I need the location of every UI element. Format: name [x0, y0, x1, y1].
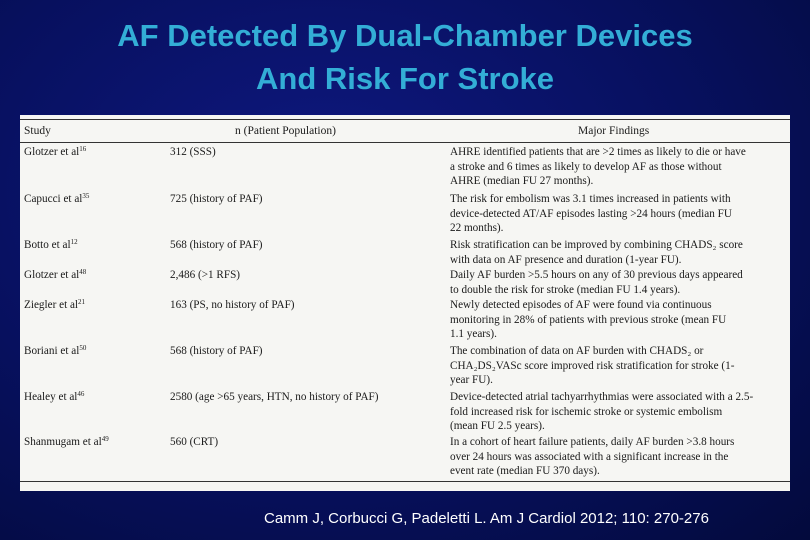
findings-line: Daily AF burden >5.5 hours on any of 30 previous days appeared [450, 269, 743, 281]
reference-number: 12 [70, 238, 78, 246]
title-line-1: AF Detected By Dual-Chamber Devices [117, 18, 693, 53]
findings-line: (mean FU 2.5 years). [450, 420, 545, 433]
study-cell [24, 268, 86, 283]
study-cell [24, 435, 109, 450]
findings-line: Newly detected episodes of AF were found via continuous [450, 299, 712, 311]
findings-line: Risk stratification can be improved by combining CHADS₂ score [450, 239, 743, 251]
population-cell: 312 (SSS) [170, 146, 216, 158]
citation: Camm J, Corbucci G, Padeletti L. Am J Cardiol 2012; 110: 270-276 [264, 510, 709, 527]
study-cell [24, 390, 84, 405]
study-cell [24, 238, 78, 253]
population-cell: 560 (CRT) [170, 436, 219, 448]
reference-number: 46 [77, 390, 85, 398]
study-name: Glotzer et al [24, 146, 80, 158]
findings-cell [450, 192, 788, 236]
findings-line: 1.1 years). [450, 328, 497, 341]
population-cell: 2,486 (>1 RFS) [170, 269, 241, 281]
header-study: Study [24, 125, 51, 137]
population-cell: 2580 (age >65 years, HTN, no history of PAF) [170, 391, 379, 403]
findings-line: monitoring in 28% of patients with previous stroke (mean FU [450, 313, 727, 326]
reference-number: 16 [79, 145, 87, 153]
findings-line: device-detected AT/AF episodes lasting >24 hours (median FU [450, 207, 732, 220]
study-cell [24, 192, 89, 207]
findings-cell [450, 435, 788, 479]
findings-line: AHRE (median FU 27 months). [450, 175, 594, 188]
findings-cell [450, 145, 788, 189]
findings-line: over 24 hours was associated with a significant increase in the [450, 450, 729, 463]
reference-number: 35 [82, 192, 90, 200]
population-cell: 163 (PS, no history of PAF) [170, 299, 295, 311]
findings-line: event rate (median FU 370 days). [450, 465, 600, 478]
slide-title [0, 14, 810, 100]
findings-line: In a cohort of heart failure patients, daily AF burden >3.8 hours [450, 436, 735, 448]
findings-line: a stroke and 6 times as likely to develop AF as those without [450, 160, 722, 173]
reference-number: 48 [79, 268, 87, 276]
study-cell [24, 145, 86, 160]
findings-line: to double the risk for stroke (median FU 1.4 years). [450, 283, 681, 296]
findings-line: AHRE identified patients that are >2 times as likely to die or have [450, 146, 746, 158]
findings-line: The risk for embolism was 3.1 times increased in patients with [450, 193, 731, 205]
findings-cell [450, 298, 788, 342]
study-name: Ziegler et al [24, 299, 79, 311]
study-cell [24, 344, 86, 359]
findings-line: 22 months). [450, 222, 504, 235]
findings-line: The combination of data on AF burden with CHADS₂ or [450, 345, 704, 357]
findings-cell [450, 238, 788, 267]
findings-cell [450, 390, 788, 434]
findings-line: with data on AF presence and duration (1-year FU). [450, 253, 682, 266]
reference-number: 50 [79, 344, 87, 352]
reference-number: 21 [78, 298, 86, 306]
table-header [20, 119, 790, 143]
population-cell: 568 (history of PAF) [170, 345, 263, 357]
findings-line: Device-detected atrial tachyarrhythmias were associated with a 2.5- [450, 391, 754, 403]
study-cell [24, 298, 85, 313]
population-cell: 568 (history of PAF) [170, 239, 263, 251]
table-bottom-rule [20, 481, 790, 482]
study-name: Glotzer et al [24, 269, 80, 281]
study-name: Shanmugam et al [24, 436, 102, 448]
title-line-2: And Risk For Stroke [256, 61, 554, 96]
study-name: Capucci et al [24, 193, 83, 205]
findings-line: CHA₂DS₂VASc score improved risk stratification for stroke (1- [450, 359, 735, 372]
population-cell: 725 (history of PAF) [170, 193, 263, 205]
study-table [20, 115, 790, 491]
reference-number: 49 [101, 435, 109, 443]
findings-cell [450, 268, 788, 297]
findings-line: year FU). [450, 374, 493, 387]
findings-cell [450, 344, 788, 388]
study-name: Healey et al [24, 391, 78, 403]
study-name: Boriani et al [24, 345, 80, 357]
findings-line: fold increased risk for ischemic stroke or systemic embolism [450, 405, 723, 418]
header-population: n (Patient Population) [235, 125, 336, 137]
header-findings: Major Findings [578, 125, 650, 137]
study-name: Botto et al [24, 239, 71, 251]
